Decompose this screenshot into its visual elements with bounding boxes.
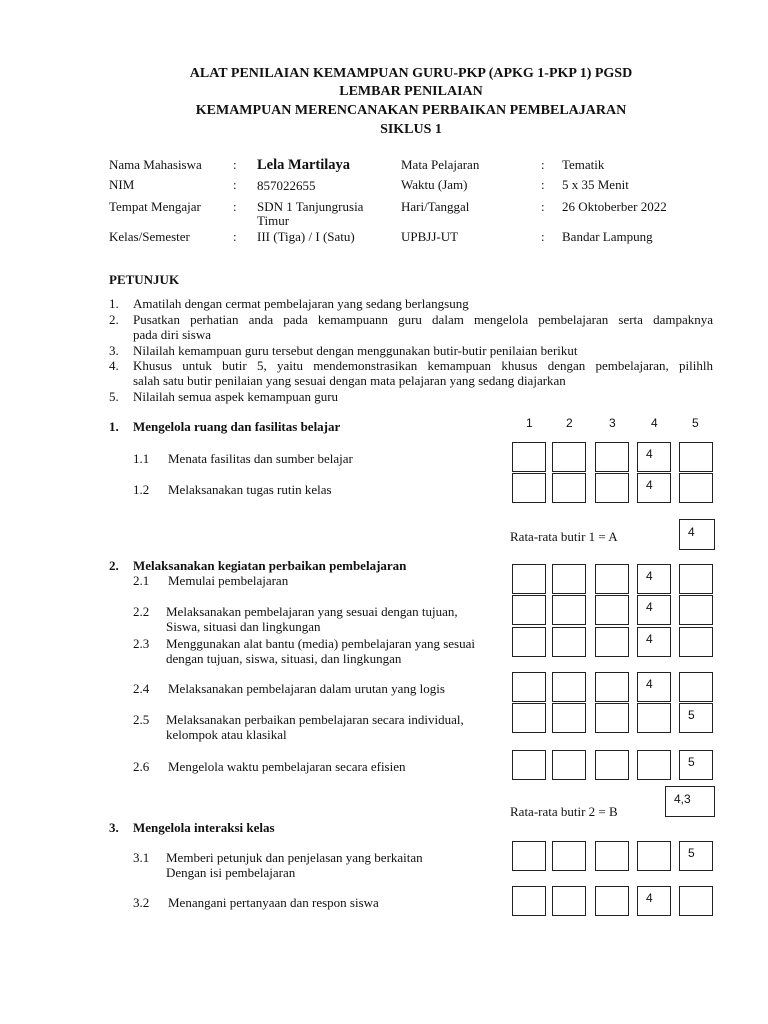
scale-label-3: 3: [609, 416, 616, 430]
score-box[interactable]: [512, 841, 546, 871]
average-label: Rata-rata butir 2 = B: [510, 804, 618, 819]
class-semester-value: III (Tiga) / I (Satu): [257, 229, 355, 244]
time-label: Waktu (Jam): [401, 177, 468, 192]
colon: :: [233, 157, 237, 172]
item-number: 2.4: [133, 681, 150, 696]
instruction-number: 3.: [109, 343, 119, 358]
score-box[interactable]: [679, 627, 713, 657]
item-number: 3.1: [133, 850, 150, 865]
section-title: Mengelola ruang dan fasilitas belajar: [133, 419, 341, 434]
score-box[interactable]: [595, 703, 629, 733]
score-box[interactable]: [595, 473, 629, 503]
cycle-label: SIKLUS 1: [380, 122, 442, 137]
average-value: 4,3: [674, 792, 691, 806]
score-box[interactable]: [637, 886, 671, 916]
average-value-box: [679, 519, 715, 550]
score-box[interactable]: [679, 564, 713, 594]
instruction-text: Pusatkan perhatian anda pada kemampuann guru dalam mengelola pembelajaran serta dampaknya: [133, 312, 713, 327]
instruction-text: Khusus untuk butir 5, yaitu mendemonstrasikan kemampuan khusus dengan pembelajaran, pilihlh: [133, 358, 713, 373]
score-box[interactable]: [512, 627, 546, 657]
item-text: Menggunakan alat bantu (media) pembelajaran yang sesuai: [166, 636, 475, 651]
score-box[interactable]: [512, 703, 546, 733]
score-box[interactable]: [512, 595, 546, 625]
subject-label: Mata Pelajaran: [401, 157, 480, 172]
score-box[interactable]: [552, 703, 586, 733]
score-box[interactable]: [552, 442, 586, 472]
teaching-place-label: Tempat Mengajar: [109, 199, 201, 214]
score-box[interactable]: [512, 750, 546, 780]
score-box[interactable]: [512, 564, 546, 594]
score-box[interactable]: [637, 595, 671, 625]
score-mark: 4: [646, 600, 653, 614]
score-box[interactable]: [595, 841, 629, 871]
section-number: 1.: [109, 419, 119, 434]
score-box[interactable]: [595, 442, 629, 472]
score-box[interactable]: [595, 627, 629, 657]
item-number: 2.2: [133, 604, 150, 619]
score-box[interactable]: [637, 442, 671, 472]
score-box[interactable]: [637, 564, 671, 594]
average-value-box: [665, 786, 715, 817]
score-box[interactable]: [679, 595, 713, 625]
date-label: Hari/Tanggal: [401, 199, 470, 214]
teaching-place-value: SDN 1 Tanjungrusia: [257, 199, 364, 214]
item-number: 2.3: [133, 636, 150, 651]
class-semester-label: Kelas/Semester: [109, 229, 190, 244]
score-box[interactable]: [552, 595, 586, 625]
score-box[interactable]: [552, 473, 586, 503]
instructions-heading: PETUNJUK: [109, 272, 180, 287]
score-mark: 4: [646, 632, 653, 646]
item-text-line2: kelompok atau klasikal: [166, 727, 287, 742]
score-box[interactable]: [595, 886, 629, 916]
item-text-line2: Siswa, situasi dan lingkungan: [166, 619, 321, 634]
score-box[interactable]: [552, 672, 586, 702]
score-box[interactable]: [637, 627, 671, 657]
nim-label: NIM: [109, 177, 135, 192]
instruction-number: 2.: [109, 312, 119, 327]
colon: :: [233, 199, 237, 214]
instruction-number: 1.: [109, 296, 119, 311]
score-box[interactable]: [679, 841, 713, 871]
average-label: Rata-rata butir 1 = A: [510, 529, 618, 544]
score-box[interactable]: [512, 473, 546, 503]
section-title: Mengelola interaksi kelas: [133, 820, 275, 835]
score-box[interactable]: [595, 564, 629, 594]
item-text: Melaksanakan perbaikan pembelajaran secara individual,: [166, 712, 464, 727]
item-number: 2.1: [133, 573, 150, 588]
student-name-label: Nama Mahasiswa: [109, 157, 202, 172]
score-mark: 4: [646, 569, 653, 583]
item-number: 1.2: [133, 482, 150, 497]
score-mark: 5: [688, 846, 695, 860]
score-box[interactable]: [595, 750, 629, 780]
teaching-place-value-line2: Timur: [257, 213, 290, 228]
scale-label-5: 5: [692, 416, 699, 430]
score-box[interactable]: [679, 442, 713, 472]
score-mark: 4: [646, 677, 653, 691]
score-box[interactable]: [595, 672, 629, 702]
form-subtitle: LEMBAR PENILAIAN: [339, 84, 483, 99]
score-box[interactable]: [679, 703, 713, 733]
average-value: 4: [688, 525, 695, 539]
instruction-text: Nilailah semua aspek kemampuan guru: [133, 389, 339, 404]
scale-label-2: 2: [566, 416, 573, 430]
upbjj-label: UPBJJ-UT: [401, 229, 459, 244]
score-mark: 4: [646, 891, 653, 905]
score-box[interactable]: [637, 750, 671, 780]
item-number: 3.2: [133, 895, 150, 910]
score-mark: 5: [688, 708, 695, 722]
colon: :: [541, 157, 545, 172]
score-box[interactable]: [637, 703, 671, 733]
item-text: Memulai pembelajaran: [168, 573, 289, 588]
form-heading: KEMAMPUAN MERENCANAKAN PERBAIKAN PEMBELAJARAN: [195, 103, 627, 118]
score-mark: 4: [646, 447, 653, 461]
instruction-number: 5.: [109, 389, 119, 404]
score-box[interactable]: [552, 627, 586, 657]
item-text-line2: Dengan isi pembelajaran: [166, 865, 296, 880]
score-box[interactable]: [512, 442, 546, 472]
instruction-text: Nilailah kemampuan guru tersebut dengan menggunakan butir-butir penilaian berikut: [133, 343, 578, 358]
date-value: 26 Oktoberber 2022: [562, 199, 667, 214]
item-text: Mengelola waktu pembelajaran secara efisien: [168, 759, 406, 774]
section-title: Melaksanakan kegiatan perbaikan pembelajaran: [133, 558, 407, 573]
score-box[interactable]: [637, 473, 671, 503]
instruction-text-line2: pada diri siswa: [133, 327, 211, 342]
item-text-line2: dengan tujuan, siswa, situasi, dan lingkungan: [166, 651, 402, 666]
instruction-text: Amatilah dengan cermat pembelajaran yang sedang berlangsung: [133, 296, 469, 311]
score-box[interactable]: [552, 841, 586, 871]
score-box[interactable]: [552, 886, 586, 916]
section-number: 3.: [109, 820, 119, 835]
colon: :: [541, 229, 545, 244]
scale-label-1: 1: [526, 416, 533, 430]
item-text: Menata fasilitas dan sumber belajar: [168, 451, 353, 466]
time-value: 5 x 35 Menit: [562, 177, 629, 192]
item-number: 1.1: [133, 451, 150, 466]
score-box[interactable]: [512, 672, 546, 702]
student-name-value: Lela Martilaya: [257, 157, 351, 173]
score-box[interactable]: [512, 886, 546, 916]
item-text: Melaksanakan pembelajaran dalam urutan yang logis: [168, 681, 445, 696]
score-box[interactable]: [679, 473, 713, 503]
scale-label-4: 4: [651, 416, 658, 430]
score-mark: 5: [688, 755, 695, 769]
upbjj-value: Bandar Lampung: [562, 229, 653, 244]
score-mark: 4: [646, 478, 653, 492]
score-box[interactable]: [637, 672, 671, 702]
item-text: Melaksanakan tugas rutin kelas: [168, 482, 332, 497]
colon: :: [541, 199, 545, 214]
score-box[interactable]: [679, 750, 713, 780]
score-box[interactable]: [552, 564, 586, 594]
item-text: Menangani pertanyaan dan respon siswa: [168, 895, 379, 910]
score-box[interactable]: [679, 672, 713, 702]
instruction-text-line2: salah satu butir penilaian yang sesuai dengan mata pelajaran yang sedang diajarkan: [133, 373, 566, 388]
colon: :: [233, 177, 237, 192]
score-box[interactable]: [679, 886, 713, 916]
subject-value: Tematik: [562, 157, 605, 172]
item-text: Memberi petunjuk dan penjelasan yang berkaitan: [166, 850, 423, 865]
colon: :: [541, 177, 545, 192]
colon: :: [233, 229, 237, 244]
instruction-number: 4.: [109, 358, 119, 373]
item-number: 2.5: [133, 712, 150, 727]
item-number: 2.6: [133, 759, 150, 774]
nim-value: 857022655: [257, 178, 316, 193]
item-text: Melaksanakan pembelajaran yang sesuai dengan tujuan,: [166, 604, 458, 619]
form-title: ALAT PENILAIAN KEMAMPUAN GURU-PKP (APKG 1-PKP 1) PGSD: [189, 66, 633, 81]
score-box[interactable]: [637, 841, 671, 871]
section-number: 2.: [109, 558, 119, 573]
score-box[interactable]: [595, 595, 629, 625]
score-box[interactable]: [552, 750, 586, 780]
